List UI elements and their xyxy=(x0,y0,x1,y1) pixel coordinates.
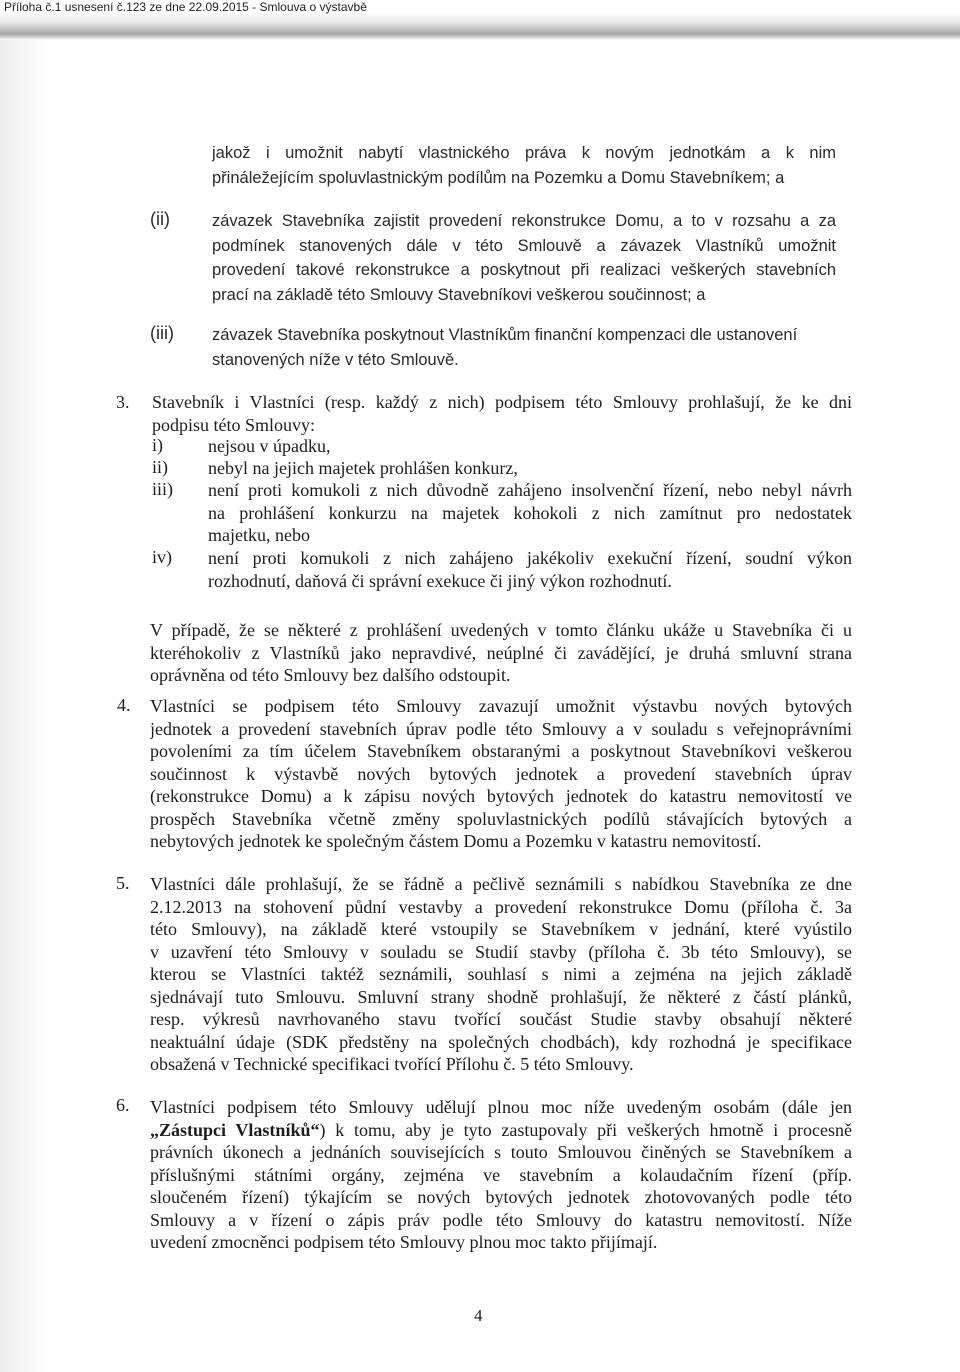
text-line: V případě, že se některé z prohlášení uvedených v tomto článku ukáže u Stavebníka či u xyxy=(150,620,852,640)
text-line: provedení takové rekonstrukce a poskytnout při realizaci veškerých stavebních xyxy=(212,261,836,279)
text-line: přináležejícím spoluvlastnickým podílům na Pozemku a Domu Stavebníkem; a xyxy=(212,168,785,187)
section-number: 4. xyxy=(117,695,131,715)
section-3-closing xyxy=(150,619,852,687)
text-line: Vlastníci podpisem této Smlouvy udělují plnou moc níže uvedeným osobám (dále jen xyxy=(150,1097,852,1117)
text-line: stanovených níže v této Smlouvě. xyxy=(212,350,459,369)
section-number: 6. xyxy=(116,1095,130,1115)
item-marker: (ii) xyxy=(150,209,170,229)
list-marker: iii) xyxy=(152,479,173,499)
item-iii-paragraph xyxy=(212,323,836,372)
section-number: 5. xyxy=(116,873,130,893)
intro-paragraph xyxy=(212,141,836,190)
text-line xyxy=(150,1119,852,1142)
list-marker: ii) xyxy=(152,457,168,477)
item-ii-paragraph xyxy=(212,209,836,307)
text-line: jednotek a provedení stavebních úprav podle této Smlouvy a v souladu s veřejnoprávními xyxy=(150,718,852,739)
text-line: na prohlášení konkurzu na majetek kohokoli z nich zamítnut pro nedostatek xyxy=(208,502,852,523)
text-line: rozhodnutí, daňová či správní exekuce či jiný výkon rozhodnutí. xyxy=(208,570,672,591)
list-item xyxy=(208,547,852,592)
text-line: jakož i umožnit nabytí vlastnického práva k novým jednotkám a k nim xyxy=(212,144,836,162)
scan-left-shadow xyxy=(0,40,46,1372)
text-line: Smlouvy a v řízení o zápis práv podle této Smlouvy do katastru nemovitostí. Níže xyxy=(150,1209,852,1230)
text-line: podpisu této Smlouvy: xyxy=(152,414,316,435)
section-6-paragraph xyxy=(150,1096,852,1254)
text-line: nejsou v úpadku, xyxy=(208,436,331,456)
section-4-paragraph xyxy=(150,695,852,853)
text-line: prací na základě této Smlouvy Stavebníkovi veškerou součinnost; a xyxy=(212,285,706,304)
text-line: nebytových jednotek ke společným částem Domu a Pozemku v katastru nemovitostí. xyxy=(150,831,762,851)
text-line: v uzavření této Smlouvy v souladu se Studií stavby (příloha č. 3b této Smlouvy), se xyxy=(150,941,852,962)
list-marker: i) xyxy=(152,435,163,455)
list-item xyxy=(208,479,852,547)
text-line: Vlastníci se podpisem této Smlouvy zavazují umožnit výstavbu nových bytových xyxy=(150,696,852,716)
text-line: kterou se Vlastníci taktéž seznámili, souhlasí s nimi a zejména na jejich základě xyxy=(150,964,852,984)
text-fragment: ) k tomu, aby je tyto zastupovaly při veškerých hmotně i procesně xyxy=(319,1119,852,1140)
text-line: sjednávají tuto Smlouvu. Smluvní strany shodně prohlašují, že některé z částí plánků, xyxy=(150,986,852,1007)
text-line: (rekonstrukce Domu) a k zápisu nových bytových jednotek do katastru nemovitostí ve xyxy=(150,786,852,806)
text-line: podmínek stanovených dále v této Smlouvě a závazek Vlastníků umožnit xyxy=(212,236,836,255)
text-line: sloučeném řízení) týkajícím se nových bytových jednotek zhotovovaných podle této xyxy=(150,1187,852,1207)
text-line: nebyl na jejich majetek prohlášen konkurz, xyxy=(208,458,518,478)
text-line: právních úkonech a jednáních souvisejících s touto Smlouvou činěných se Stavebníkem a xyxy=(150,1142,852,1162)
text-line: závazek Stavebníka zajistit provedení rekonstrukce Domu, a to v rozsahu a za xyxy=(212,212,836,230)
text-line: obsažená v Technické specifikaci tvořící Přílohu č. 5 této Smlouvy. xyxy=(150,1054,634,1074)
text-line: není proti komukoli z nich důvodně zahájeno insolvenční řízení, nebo nebyl návrh xyxy=(208,480,852,500)
page-number: 4 xyxy=(474,1306,483,1325)
list-item xyxy=(208,435,852,458)
text-line: není proti komukoli z nich zahájeno jakékoliv exekuční řízení, soudní výkon xyxy=(208,548,852,568)
text-line: majetku, nebo xyxy=(208,525,310,545)
section-3-intro xyxy=(152,391,852,436)
text-line: této Smlouvy), na základě které vstoupily se Stavebníkem v jednání, které vyústilo xyxy=(150,919,852,939)
text-line: uvedení zmocněnci podpisem této Smlouvy plnou moc takto přijímají. xyxy=(150,1232,658,1252)
text-line: součinnost k výstavbě nových bytových jednotek a provedení stavebních úprav xyxy=(150,763,852,784)
text-line: Vlastníci dále prohlašují, že se řádně a pečlivě seznámili s nabídkou Stavebníka ze dne xyxy=(150,874,852,894)
text-line: prospěch Stavebníka včetně změny spoluvlastnických podílů stávajících bytových a xyxy=(150,808,852,829)
text-line: příslušnými státními orgány, zejména ve stavebním a kolaudačním řízení (příp. xyxy=(150,1164,852,1185)
list-marker: iv) xyxy=(152,547,172,567)
text-line: resp. výkresů navrhovaného stavu tvořící součást Studie stavby obsahují některé xyxy=(150,1009,852,1029)
text-line: kteréhokoliv z Vlastníků jako nepravdivé, neúplné či zavádějící, je druhá smluvní strana xyxy=(150,642,852,663)
section-number: 3. xyxy=(116,392,130,412)
list-item xyxy=(208,457,852,480)
text-line: oprávněna od této Smlouvy bez dalšího odstoupit. xyxy=(150,665,511,685)
text-line: Stavebník i Vlastníci (resp. každý z nich) podpisem této Smlouvy prohlašují, že ke dni xyxy=(152,392,852,412)
item-marker: (iii) xyxy=(150,323,174,343)
text-line: povoleními za tím účelem Stavebníkem obstaranými a poskytnout Stavebníkovi veškerou xyxy=(150,741,852,761)
defined-term: „Zástupci Vlastníků“ xyxy=(150,1119,320,1140)
section-5-paragraph xyxy=(150,873,852,1076)
text-line: 2.12.2013 na stohovení půdní vestavby a provedení rekonstrukce Domu (příloha č. 3a xyxy=(150,896,852,917)
text-line: závazek Stavebníka poskytnout Vlastníkům finanční kompenzaci dle ustanovení xyxy=(212,326,798,344)
attachment-header-note: Příloha č.1 usnesení č.123 ze dne 22.09.2015 - Smlouva o výstavbě xyxy=(4,0,367,14)
text-line: neaktuální údaje (SDK předstěny na společných chodbách), kdy rozhodná je specifikace xyxy=(150,1031,852,1052)
